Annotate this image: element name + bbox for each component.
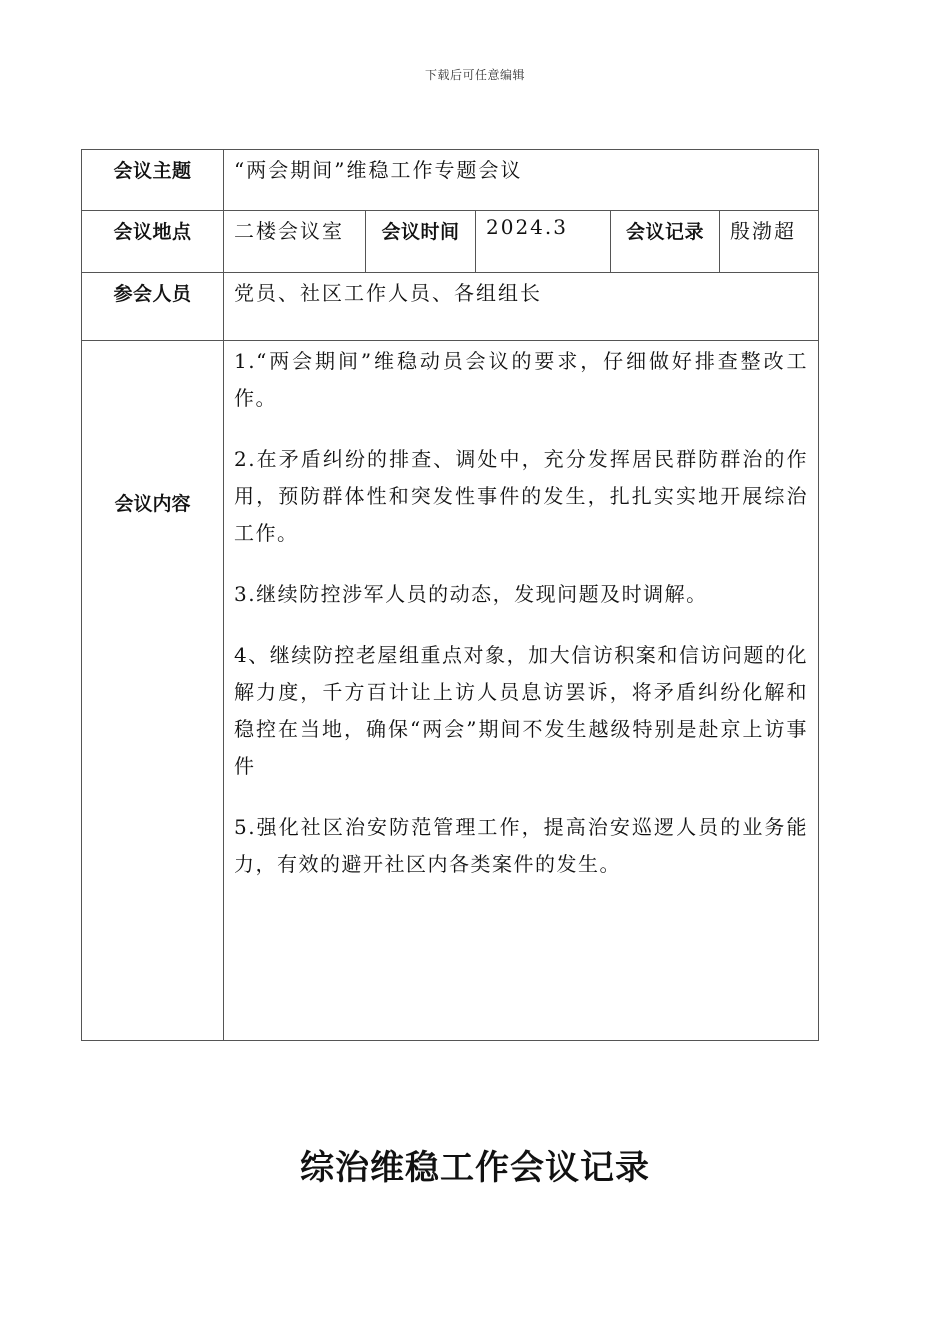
location-value: 二楼会议室	[224, 211, 366, 273]
content-label: 会议内容	[82, 341, 224, 1041]
content-paragraph-1: 1.“两会期间”维稳动员会议的要求，仔细做好排查整改工作。	[234, 349, 808, 410]
time-value: 2024.3	[476, 211, 611, 273]
content-paragraph-4: 4、继续防控老屋组重点对象，加大信访积案和信访问题的化解力度，千方百计让上访人员息访罢诉，将矛盾纠纷化解和稳控在当地，确保“两会”期间不发生越级特别是赴京上访事件	[234, 643, 808, 778]
content-paragraph-2: 2.在矛盾纠纷的排查、调处中，充分发挥居民群防群治的作用，预防群体性和突发性事件的发生，扎扎实实地开展综治工作。	[234, 447, 808, 545]
attendees-label: 参会人员	[82, 273, 224, 341]
topic-label: 会议主题	[82, 150, 224, 211]
content-paragraph-5: 5.强化社区治安防范管理工作，提高治安巡逻人员的业务能力，有效的避开社区内各类案件的发生。	[234, 815, 808, 876]
location-label: 会议地点	[82, 211, 224, 273]
content-cell	[224, 341, 819, 1041]
recorder-value: 殷渤超	[720, 211, 819, 273]
content-paragraph-3: 3.继续防控涉军人员的动态，发现问题及时调解。	[234, 582, 708, 606]
row-topic	[82, 150, 819, 211]
time-label: 会议时间	[366, 211, 476, 273]
row-location-time-recorder	[82, 211, 819, 273]
row-attendees	[82, 273, 819, 341]
meeting-record-table	[81, 149, 819, 1041]
topic-value: “两会期间”维稳工作专题会议	[224, 150, 819, 211]
row-content	[82, 341, 819, 1041]
header-note: 下载后可任意编辑	[424, 68, 525, 82]
attendees-value: 党员、社区工作人员、各组组长	[224, 273, 819, 341]
recorder-label: 会议记录	[611, 211, 720, 273]
document-title: 综治维稳工作会议记录	[300, 1148, 650, 1188]
